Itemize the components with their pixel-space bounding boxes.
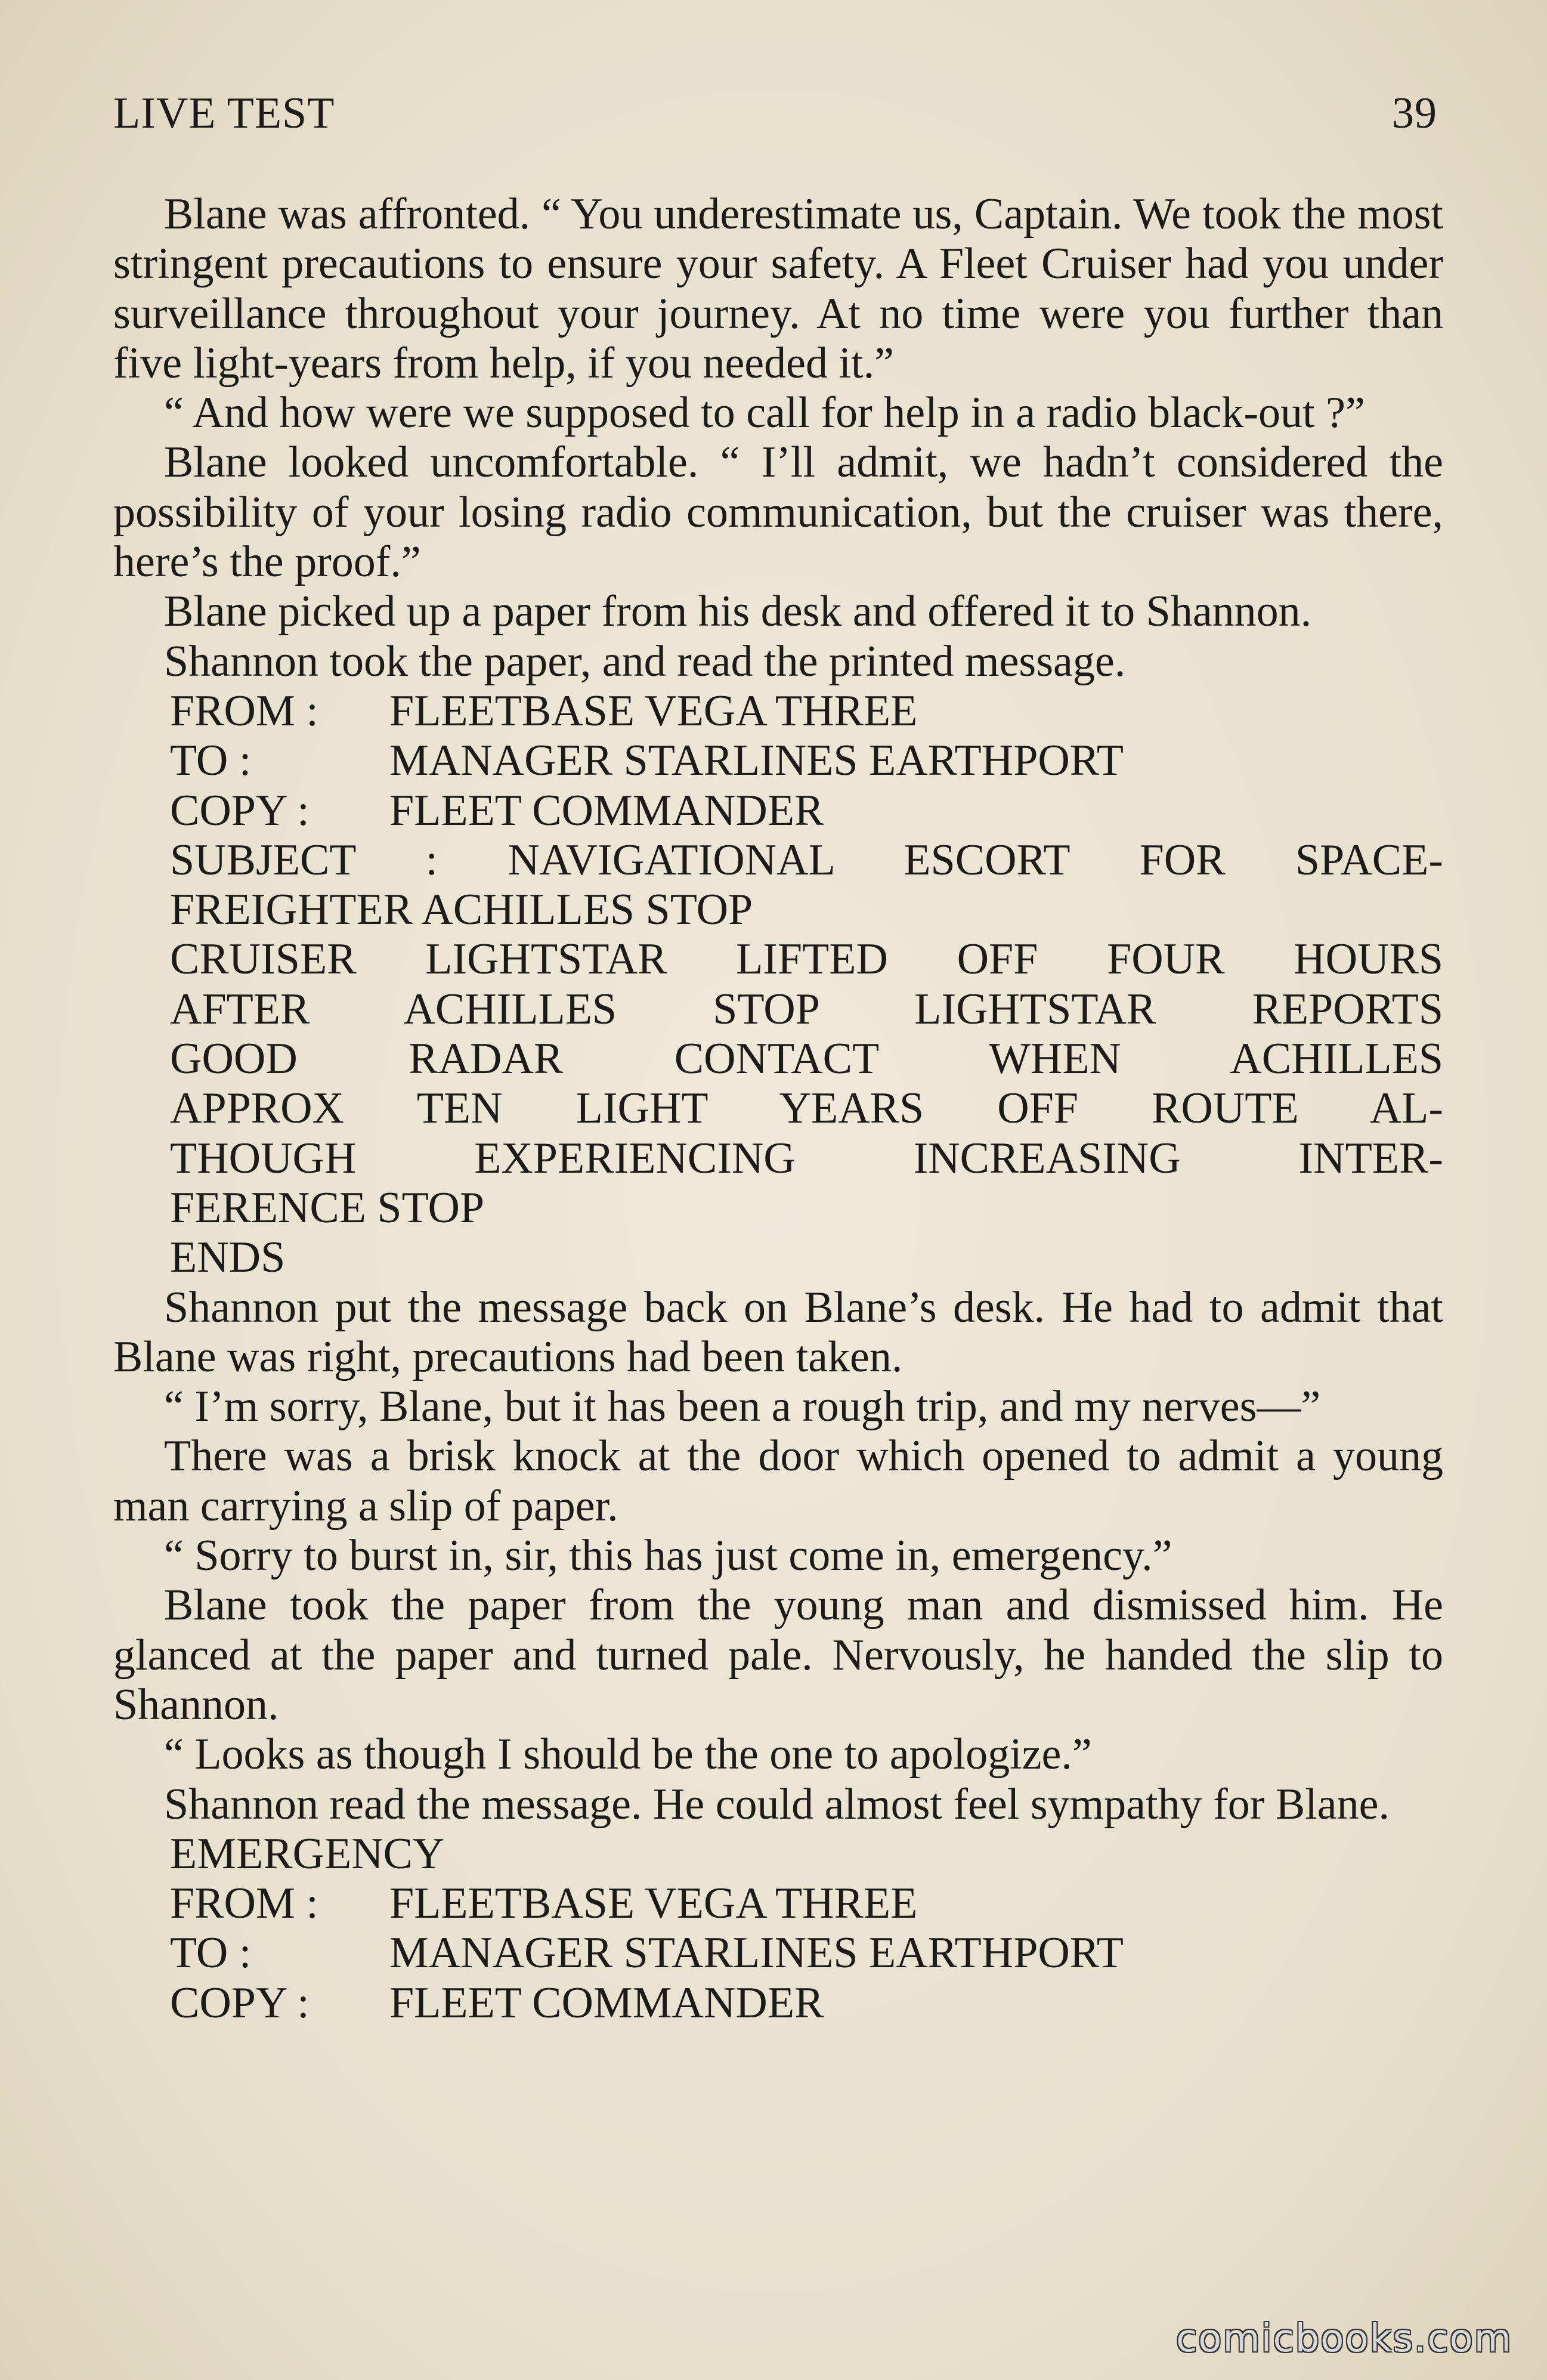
paragraph: Blane was affronted. “ You underestimate us, Captain. We took the most stringent precautions to ensure your safety. A Fleet Cruiser had you under surveillance throughout your journey. At no time were you further than five light-years from help, if you needed it.”	[113, 190, 1443, 388]
message-ends: ENDS	[170, 1233, 286, 1282]
paragraph: There was a brisk knock at the door which opened to admit a young man carrying a slip of paper.	[113, 1432, 1443, 1531]
message-body-line: CRUISER LIGHTSTAR LIFTED OFF FOUR HOURS	[170, 935, 1443, 984]
to-value: MANAGER STARLINES EARTHPORT	[389, 736, 1124, 786]
copy-value: FLEET COMMANDER	[389, 1978, 824, 2027]
paragraph: Blane looked uncomfortable. “ I’ll admit, we hadn’t considered the possibility of your losing radio communication, but the cruiser was there, here’s the proof.”	[113, 438, 1443, 587]
message-body-line: APPROX TEN LIGHT YEARS OFF ROUTE AL-	[170, 1084, 1443, 1133]
message-body-line: AFTER ACHILLES STOP LIGHTSTAR REPORTS	[170, 984, 1443, 1034]
paragraph: “ I’m sorry, Blane, but it has been a rough trip, and my nerves—”	[164, 1382, 1321, 1432]
paragraph: Shannon put the message back on Blane’s desk. He had to admit that Blane was right, precautions had been taken.	[113, 1282, 1443, 1381]
paragraph: Shannon took the paper, and read the printed message.	[164, 636, 1126, 686]
paragraph: Blane took the paper from the young man and dismissed him. He glanced at the paper and turned pale. Nervously, he handed the slip to Shannon.	[113, 1581, 1443, 1729]
from-label: FROM :	[170, 686, 318, 735]
message-copy-row	[170, 786, 1443, 836]
copy-value: FLEET COMMANDER	[389, 786, 824, 835]
paragraph: “ And how were we supposed to call for help in a radio black-out ?”	[164, 388, 1365, 438]
message-subject-cont: FREIGHTER ACHILLES STOP	[170, 885, 753, 935]
message-block	[113, 687, 1443, 1283]
message-from-row	[170, 687, 1443, 736]
message-body-line: THOUGH EXPERIENCING INCREASING INTER-	[170, 1133, 1443, 1183]
to-label: TO :	[170, 736, 252, 786]
running-title: LIVE TEST	[113, 89, 335, 138]
message-copy-row	[170, 1979, 1443, 2028]
copy-label: COPY :	[170, 786, 310, 835]
message-body-line: GOOD RADAR CONTACT WHEN ACHILLES	[170, 1034, 1443, 1084]
paragraph: Blane picked up a paper from his desk and offered it to Shannon.	[164, 587, 1312, 636]
emergency-message-block	[113, 1829, 1443, 2028]
page-number: 39	[1392, 89, 1437, 138]
from-value: FLEETBASE VEGA THREE	[389, 686, 918, 735]
from-label: FROM :	[170, 1879, 318, 1928]
paragraph: Shannon read the message. He could almost feel sympathy for Blane.	[164, 1779, 1390, 1829]
message-subject: SUBJECT : NAVIGATIONAL ESCORT FOR SPACE-	[170, 835, 1443, 885]
message-from-row	[170, 1879, 1443, 1928]
paragraph: “ Looks as though I should be the one to apologize.”	[164, 1730, 1092, 1779]
watermark: comicbooks.com	[1175, 2317, 1512, 2361]
from-value: FLEETBASE VEGA THREE	[389, 1879, 918, 1928]
message-heading: EMERGENCY	[170, 1829, 445, 1878]
copy-label: COPY :	[170, 1978, 310, 2027]
to-value: MANAGER STARLINES EARTHPORT	[389, 1928, 1124, 1978]
body-text	[113, 190, 1443, 2028]
paragraph: “ Sorry to burst in, sir, this has just come in, emergency.”	[164, 1531, 1172, 1581]
message-to-row	[170, 736, 1443, 786]
message-body-line: FERENCE STOP	[170, 1183, 485, 1232]
message-to-row	[170, 1928, 1443, 1978]
to-label: TO :	[170, 1928, 252, 1978]
page-header	[113, 88, 1437, 142]
